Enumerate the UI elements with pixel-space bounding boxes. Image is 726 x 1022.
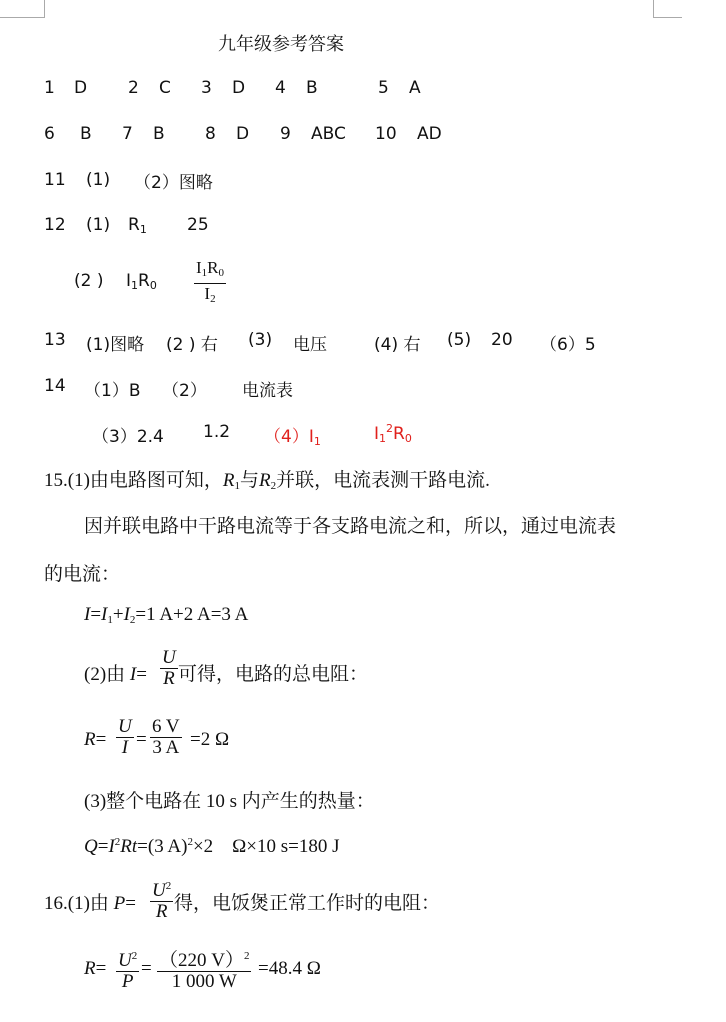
text-line: 的电流： — [44, 564, 121, 585]
q-num: 3 — [201, 78, 212, 98]
q-num: 8 — [205, 124, 216, 144]
answer: C — [159, 78, 171, 98]
q-num: 6 — [44, 124, 55, 144]
text-line: 可得，电路的总电阻： — [178, 664, 369, 685]
q-num: 11 — [44, 170, 66, 190]
text-line: (2)由 I= — [84, 664, 147, 685]
equals: = — [141, 958, 152, 979]
answer-part: （2）图略 — [134, 173, 213, 193]
answer-value: 电压 — [293, 335, 327, 355]
answer: ABC — [311, 124, 346, 144]
answer-expression-red: $I_1^2R_0$ — [374, 422, 412, 445]
fraction — [150, 876, 173, 922]
text-line: 因并联电路中干路电流等于各支路电流之和，所以，通过电流表 — [84, 516, 617, 537]
fraction-numerator: $U^2$ — [118, 950, 138, 971]
q-num: 4 — [275, 78, 286, 98]
product-expression: $I_1R_0$ — [126, 271, 157, 292]
answer-value: 25 — [187, 215, 209, 235]
fraction-numerator: 6 V — [152, 716, 180, 737]
fraction-numerator: U — [162, 647, 176, 668]
answer-part: (1) — [86, 215, 111, 235]
text-line: (3)整个电路在 10 s 内产生的热量： — [84, 791, 375, 812]
fraction — [116, 717, 134, 758]
fraction-denominator: 3 A — [152, 737, 180, 758]
answer: D — [236, 124, 250, 144]
fraction — [116, 946, 139, 992]
equals: = — [136, 729, 147, 750]
corner-mark-left — [0, 0, 45, 18]
equation-start: R= — [84, 958, 107, 979]
q-num: 5 — [378, 78, 389, 98]
q-num: 9 — [280, 124, 291, 144]
answer-part: (5) — [447, 330, 472, 350]
fraction-denominator: P — [121, 971, 134, 992]
answer-part: （1）B — [84, 381, 141, 401]
fraction-denominator: R — [155, 901, 168, 922]
answer-part: (4) 右 — [374, 335, 421, 355]
answer-part: (1) — [86, 170, 111, 190]
text-line: 16.(1)由 P= — [44, 893, 136, 914]
answer-value: 20 — [491, 330, 513, 350]
answer-value: 1.2 — [203, 422, 231, 442]
equation-result: =48.4 Ω — [258, 958, 321, 979]
fraction — [150, 717, 182, 758]
equation-start: R= — [84, 729, 107, 750]
answer: AD — [417, 124, 442, 144]
answer-part: (2 ) 右 — [166, 335, 218, 355]
answer: B — [153, 124, 165, 144]
q-num: 1 — [44, 78, 55, 98]
q-num: 14 — [44, 376, 66, 396]
q-num: 2 — [128, 78, 139, 98]
q-num: 12 — [44, 215, 66, 235]
page-title: 九年级参考答案 — [218, 34, 344, 55]
fraction — [194, 258, 226, 309]
answer-part: （3）2.4 — [92, 427, 164, 447]
answer: D — [232, 78, 246, 98]
answer: B — [80, 124, 92, 144]
answer-part: （2） — [162, 381, 207, 401]
fraction-numerator: $I_1R_0$ — [196, 258, 225, 279]
equation-result: =2 Ω — [190, 729, 230, 750]
fraction-denominator: 1 000 W — [171, 971, 237, 992]
q-num: 13 — [44, 330, 66, 350]
text-line: 得，电饭煲正常工作时的电阻： — [174, 893, 441, 914]
fraction-denominator: $I_2$ — [204, 284, 216, 305]
equation: $I=I_1+I_2=1$ A+2 A=3 A — [84, 604, 249, 626]
corner-mark-right — [653, 0, 682, 18]
q-num: 7 — [122, 124, 133, 144]
fraction — [157, 946, 251, 992]
answer-part: (3) — [248, 330, 273, 350]
answer-part: (1)图略 — [86, 335, 145, 355]
answer-part: (2 ) — [74, 271, 104, 291]
answer: A — [409, 78, 421, 98]
answer-part-red: $(4)I_1$ — [264, 427, 321, 448]
fraction — [160, 648, 178, 689]
fraction-numerator: $U^2$ — [152, 880, 172, 901]
fraction-denominator: R — [163, 668, 175, 689]
answer: D — [74, 78, 88, 98]
answer-part: （6）5 — [540, 335, 596, 355]
fraction-numerator: U — [118, 716, 132, 737]
resistor-label: $R_1$ — [128, 215, 147, 236]
answer-value: 电流表 — [242, 381, 293, 401]
fraction-numerator: （220 V）$^2$ — [159, 950, 250, 971]
text-line: 15.(1)由电路图可知，$R_1$与$R_2$并联，电流表测干路电流. — [44, 470, 490, 492]
fraction-denominator: I — [121, 737, 129, 758]
equation: $Q=I^2Rt=(3$ A)$^2$×2 Ω×10 s=180 J — [84, 836, 340, 857]
q-num: 10 — [375, 124, 397, 144]
answer: B — [306, 78, 318, 98]
